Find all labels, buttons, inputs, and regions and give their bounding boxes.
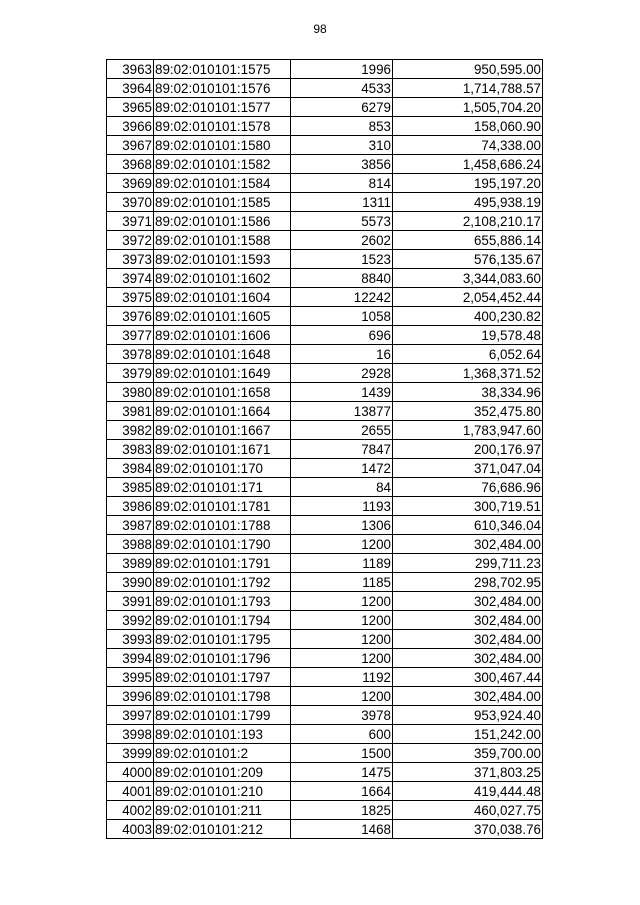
cadastral-value-cell: 370,038.76 [393,820,543,839]
cadastral-value-cell: 352,475.80 [393,402,543,421]
row-number-cell: 3969 [107,174,154,193]
area-cell: 16 [291,345,393,364]
cadastral-value-cell: 1,505,704.20 [393,98,543,117]
area-cell: 13877 [291,402,393,421]
page-number: 98 [313,22,327,36]
cadastral-number-cell: 89:02:010101:1580 [154,136,291,155]
cadastral-number-cell: 89:02:010101:1584 [154,174,291,193]
cadastral-value-table [106,59,543,839]
cadastral-number-cell: 89:02:010101:1582 [154,155,291,174]
cadastral-number-cell: 89:02:010101:1602 [154,269,291,288]
table-row [107,60,543,79]
table-row [107,307,543,326]
row-number-cell: 3965 [107,98,154,117]
area-cell: 1468 [291,820,393,839]
table-row [107,763,543,782]
cadastral-value-cell: 460,027.75 [393,801,543,820]
row-number-cell: 3993 [107,630,154,649]
cadastral-value-cell: 1,368,371.52 [393,364,543,383]
table-row [107,497,543,516]
row-number-cell: 3992 [107,611,154,630]
area-cell: 2655 [291,421,393,440]
cadastral-value-cell: 158,060.90 [393,117,543,136]
table-row [107,668,543,687]
cadastral-value-cell: 38,334.96 [393,383,543,402]
row-number-cell: 3968 [107,155,154,174]
row-number-cell: 3988 [107,535,154,554]
table-row [107,155,543,174]
cadastral-value-cell: 6,052.64 [393,345,543,364]
table-row [107,611,543,630]
row-number-cell: 3987 [107,516,154,535]
cadastral-value-cell: 950,595.00 [393,60,543,79]
table-row [107,706,543,725]
table-row [107,383,543,402]
area-cell: 1200 [291,649,393,668]
table-row [107,573,543,592]
table-row [107,231,543,250]
table-row [107,136,543,155]
area-cell: 3978 [291,706,393,725]
table-row [107,421,543,440]
cadastral-number-cell: 89:02:010101:1798 [154,687,291,706]
area-cell: 1825 [291,801,393,820]
cadastral-value-cell: 371,803.25 [393,763,543,782]
cadastral-value-cell: 610,346.04 [393,516,543,535]
cadastral-number-cell: 89:02:010101:1788 [154,516,291,535]
area-cell: 12242 [291,288,393,307]
cadastral-number-cell: 89:02:010101:1576 [154,79,291,98]
row-number-cell: 3989 [107,554,154,573]
table-body [107,60,543,839]
row-number-cell: 3984 [107,459,154,478]
area-cell: 3856 [291,155,393,174]
cadastral-value-cell: 19,578.48 [393,326,543,345]
area-cell: 1996 [291,60,393,79]
area-cell: 1200 [291,535,393,554]
area-cell: 853 [291,117,393,136]
cadastral-value-cell: 1,714,788.57 [393,79,543,98]
cadastral-number-cell: 89:02:010101:1658 [154,383,291,402]
cadastral-number-cell: 89:02:010101:1575 [154,60,291,79]
cadastral-value-cell: 953,924.40 [393,706,543,725]
cadastral-number-cell: 89:02:010101:193 [154,725,291,744]
cadastral-value-cell: 200,176.97 [393,440,543,459]
row-number-cell: 3983 [107,440,154,459]
cadastral-value-cell: 299,711.23 [393,554,543,573]
table-row [107,744,543,763]
row-number-cell: 3999 [107,744,154,763]
area-cell: 2602 [291,231,393,250]
cadastral-value-cell: 151,242.00 [393,725,543,744]
cadastral-number-cell: 89:02:010101:1649 [154,364,291,383]
area-cell: 696 [291,326,393,345]
table-row [107,212,543,231]
cadastral-value-cell: 371,047.04 [393,459,543,478]
cadastral-value-cell: 1,458,686.24 [393,155,543,174]
area-cell: 1439 [291,383,393,402]
table-row [107,117,543,136]
area-cell: 1472 [291,459,393,478]
cadastral-number-cell: 89:02:010101:1795 [154,630,291,649]
cadastral-value-cell: 3,344,083.60 [393,269,543,288]
row-number-cell: 3967 [107,136,154,155]
cadastral-number-cell: 89:02:010101:1794 [154,611,291,630]
area-cell: 1664 [291,782,393,801]
table-row [107,630,543,649]
cadastral-value-cell: 76,686.96 [393,478,543,497]
table-row [107,364,543,383]
table-row [107,440,543,459]
area-cell: 2928 [291,364,393,383]
table-row [107,801,543,820]
cadastral-number-cell: 89:02:010101:1578 [154,117,291,136]
area-cell: 814 [291,174,393,193]
cadastral-value-cell: 359,700.00 [393,744,543,763]
row-number-cell: 3981 [107,402,154,421]
row-number-cell: 3996 [107,687,154,706]
cadastral-value-cell: 302,484.00 [393,535,543,554]
area-cell: 1193 [291,497,393,516]
table-row [107,535,543,554]
cadastral-value-cell: 2,054,452.44 [393,288,543,307]
cadastral-value-cell: 302,484.00 [393,649,543,668]
cadastral-value-cell: 400,230.82 [393,307,543,326]
cadastral-number-cell: 89:02:010101:1791 [154,554,291,573]
cadastral-value-cell: 1,783,947.60 [393,421,543,440]
row-number-cell: 4000 [107,763,154,782]
area-cell: 1523 [291,250,393,269]
area-cell: 1185 [291,573,393,592]
table-row [107,326,543,345]
cadastral-number-cell: 89:02:010101:2 [154,744,291,763]
area-cell: 1200 [291,687,393,706]
area-cell: 1189 [291,554,393,573]
cadastral-number-cell: 89:02:010101:1790 [154,535,291,554]
row-number-cell: 3990 [107,573,154,592]
cadastral-number-cell: 89:02:010101:1593 [154,250,291,269]
row-number-cell: 3963 [107,60,154,79]
cadastral-number-cell: 89:02:010101:1792 [154,573,291,592]
row-number-cell: 3991 [107,592,154,611]
row-number-cell: 3978 [107,345,154,364]
row-number-cell: 3986 [107,497,154,516]
cadastral-value-cell: 195,197.20 [393,174,543,193]
row-number-cell: 3995 [107,668,154,687]
cadastral-value-cell: 576,135.67 [393,250,543,269]
table-row [107,98,543,117]
area-cell: 1475 [291,763,393,782]
area-cell: 1200 [291,592,393,611]
table-row [107,250,543,269]
cadastral-number-cell: 89:02:010101:1604 [154,288,291,307]
area-cell: 1306 [291,516,393,535]
area-cell: 5573 [291,212,393,231]
row-number-cell: 3974 [107,269,154,288]
cadastral-value-cell: 302,484.00 [393,687,543,706]
cadastral-number-cell: 89:02:010101:1648 [154,345,291,364]
cadastral-value-cell: 74,338.00 [393,136,543,155]
area-cell: 6279 [291,98,393,117]
row-number-cell: 3977 [107,326,154,345]
cadastral-number-cell: 89:02:010101:1667 [154,421,291,440]
cadastral-number-cell: 89:02:010101:1797 [154,668,291,687]
row-number-cell: 3975 [107,288,154,307]
row-number-cell: 4002 [107,801,154,820]
area-cell: 84 [291,478,393,497]
table-row [107,174,543,193]
cadastral-value-cell: 655,886.14 [393,231,543,250]
area-cell: 7847 [291,440,393,459]
cadastral-value-cell: 2,108,210.17 [393,212,543,231]
cadastral-number-cell: 89:02:010101:1671 [154,440,291,459]
table-row [107,592,543,611]
cadastral-number-cell: 89:02:010101:210 [154,782,291,801]
table-row [107,725,543,744]
table-row [107,687,543,706]
cadastral-number-cell: 89:02:010101:1664 [154,402,291,421]
table-row [107,269,543,288]
table-row [107,193,543,212]
cadastral-number-cell: 89:02:010101:1606 [154,326,291,345]
row-number-cell: 3980 [107,383,154,402]
cadastral-number-cell: 89:02:010101:1799 [154,706,291,725]
table-row [107,478,543,497]
row-number-cell: 3972 [107,231,154,250]
row-number-cell: 3997 [107,706,154,725]
row-number-cell: 3970 [107,193,154,212]
table-row [107,516,543,535]
table-row [107,649,543,668]
table-row [107,554,543,573]
cadastral-number-cell: 89:02:010101:170 [154,459,291,478]
row-number-cell: 3985 [107,478,154,497]
cadastral-number-cell: 89:02:010101:1577 [154,98,291,117]
area-cell: 310 [291,136,393,155]
cadastral-number-cell: 89:02:010101:211 [154,801,291,820]
row-number-cell: 4001 [107,782,154,801]
area-cell: 8840 [291,269,393,288]
cadastral-number-cell: 89:02:010101:1793 [154,592,291,611]
table-row [107,820,543,839]
cadastral-number-cell: 89:02:010101:1605 [154,307,291,326]
cadastral-value-cell: 300,467.44 [393,668,543,687]
cadastral-number-cell: 89:02:010101:1586 [154,212,291,231]
area-cell: 4533 [291,79,393,98]
cadastral-number-cell: 89:02:010101:212 [154,820,291,839]
row-number-cell: 3979 [107,364,154,383]
cadastral-value-cell: 302,484.00 [393,592,543,611]
cadastral-value-cell: 300,719.51 [393,497,543,516]
cadastral-value-cell: 495,938.19 [393,193,543,212]
row-number-cell: 4003 [107,820,154,839]
cadastral-number-cell: 89:02:010101:1585 [154,193,291,212]
row-number-cell: 3966 [107,117,154,136]
area-cell: 1500 [291,744,393,763]
cadastral-number-cell: 89:02:010101:1781 [154,497,291,516]
row-number-cell: 3994 [107,649,154,668]
area-cell: 1200 [291,611,393,630]
cadastral-value-cell: 302,484.00 [393,611,543,630]
area-cell: 600 [291,725,393,744]
cadastral-value-cell: 298,702.95 [393,573,543,592]
table-row [107,459,543,478]
area-cell: 1192 [291,668,393,687]
table-row [107,288,543,307]
cadastral-value-cell: 419,444.48 [393,782,543,801]
row-number-cell: 3973 [107,250,154,269]
cadastral-number-cell: 89:02:010101:1796 [154,649,291,668]
row-number-cell: 3998 [107,725,154,744]
area-cell: 1058 [291,307,393,326]
row-number-cell: 3971 [107,212,154,231]
area-cell: 1311 [291,193,393,212]
row-number-cell: 3982 [107,421,154,440]
row-number-cell: 3964 [107,79,154,98]
area-cell: 1200 [291,630,393,649]
cadastral-number-cell: 89:02:010101:1588 [154,231,291,250]
table-row [107,79,543,98]
row-number-cell: 3976 [107,307,154,326]
table-row [107,345,543,364]
table-row [107,782,543,801]
table-row [107,402,543,421]
cadastral-number-cell: 89:02:010101:171 [154,478,291,497]
cadastral-number-cell: 89:02:010101:209 [154,763,291,782]
cadastral-value-cell: 302,484.00 [393,630,543,649]
